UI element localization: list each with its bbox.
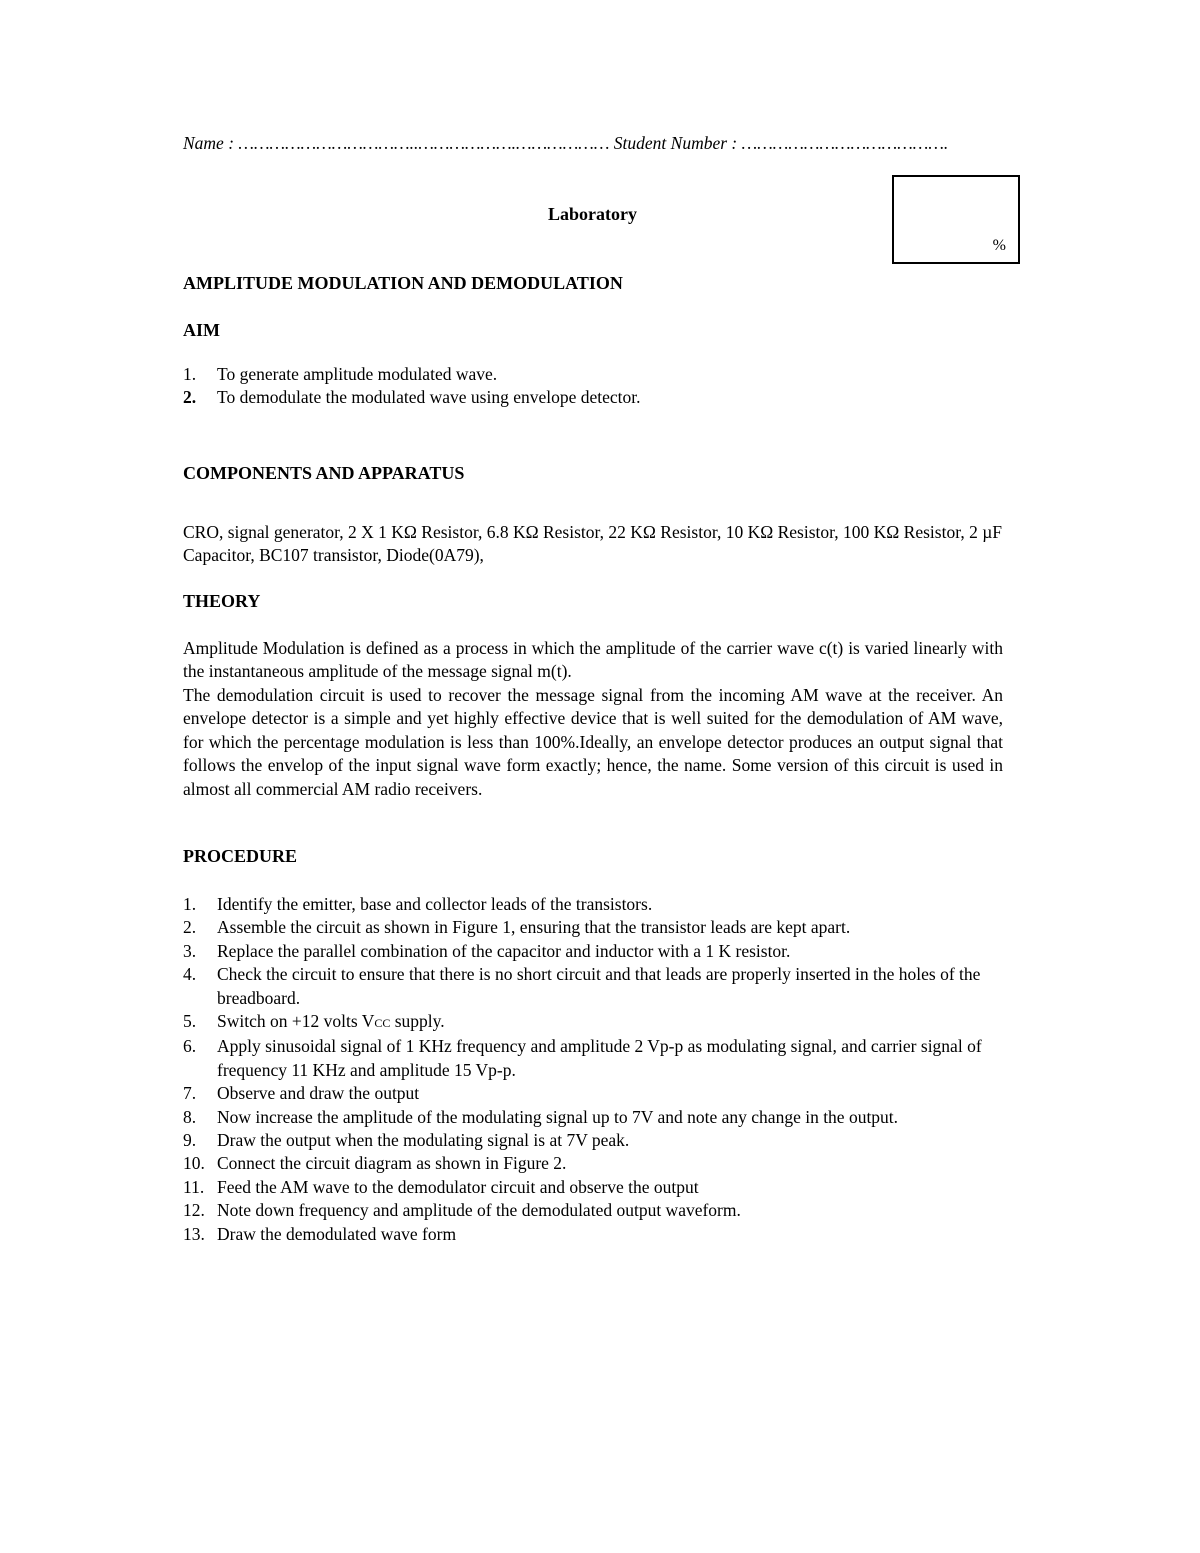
theory-heading: THEORY [183, 591, 261, 611]
step-number: 1. [183, 894, 197, 914]
score-percent-sign: % [992, 237, 1006, 254]
step-text: Draw the output when the modulating signal is at 7V peak. [217, 1130, 630, 1151]
procedure-step [183, 1176, 1007, 1199]
aim-item-text: To demodulate the modulated wave using envelope detector. [217, 387, 641, 408]
theory-paragraph-1: Amplitude Modulation is defined as a process in which the amplitude of the carrier wave c(t) is varied linearly with the instantaneous amplitude of the message signal m(t). [183, 638, 1003, 682]
procedure-heading: PROCEDURE [183, 846, 298, 866]
procedure-step [183, 1199, 1007, 1222]
procedure-step [183, 1035, 1007, 1082]
procedure-list [183, 893, 1007, 1246]
procedure-step [183, 1010, 1007, 1035]
step-text: Replace the parallel combination of the capacitor and inductor with a 1 K resistor. [217, 940, 791, 961]
procedure-step [183, 1129, 1007, 1152]
step-number: 6. [183, 1036, 197, 1057]
step-text: Note down frequency and amplitude of the demodulated output waveform. [217, 1200, 741, 1221]
step-number: 7. [183, 1083, 197, 1104]
aim-item-number: 2. [183, 387, 197, 408]
step-number: 9. [183, 1130, 197, 1151]
aim-list [183, 363, 1007, 410]
vcc-subscript: CC [374, 1016, 391, 1031]
name-student-line [183, 133, 948, 154]
step-text: Draw the demodulated wave form [217, 1223, 457, 1244]
lab-title: Laboratory [548, 204, 637, 224]
procedure-step [183, 916, 1007, 939]
step-number: 12. [183, 1200, 205, 1221]
name-field: ……………………………..……………….……………… [238, 133, 610, 153]
step-text: Switch on +12 volts V [217, 1011, 375, 1032]
procedure-step [183, 1152, 1007, 1175]
step-number: 10. [183, 1153, 205, 1174]
step-number: 5. [183, 1011, 197, 1032]
aim-item-number: 1. [183, 364, 197, 384]
aim-item [183, 386, 1007, 409]
components-text: CRO, signal generator, 2 X 1 KΩ Resistor, 6.8 KΩ Resistor, 22 KΩ Resistor, 10 KΩ Resistor, 100 KΩ Resistor, 2 µF Capacitor, BC107 transistor, Diode(0A79), [183, 522, 1003, 566]
step-text: Now increase the amplitude of the modulating signal up to 7V and note any change in the output. [217, 1106, 899, 1127]
step-text: Check the circuit to ensure that there is no short circuit and that leads are properly inserted in the holes of the breadboard. [217, 964, 981, 1008]
step-text-tail: supply. [390, 1011, 445, 1032]
step-text: Feed the AM wave to the demodulator circuit and observe the output [217, 1176, 699, 1197]
aim-heading: AIM [183, 320, 220, 340]
components-heading: COMPONENTS AND APPARATUS [183, 463, 465, 483]
name-label: Name : [183, 133, 235, 153]
step-number: 2. [183, 917, 197, 938]
step-number: 11. [183, 1176, 205, 1197]
student-number-label: Student Number : [613, 133, 738, 153]
step-text: Identify the emitter, base and collector leads of the transistors. [217, 894, 653, 914]
procedure-step [183, 963, 1007, 1010]
step-number: 3. [183, 940, 197, 961]
step-number: 8. [183, 1106, 197, 1127]
procedure-step [183, 1223, 1007, 1246]
step-text: Observe and draw the output [217, 1083, 420, 1104]
step-number: 13. [183, 1223, 205, 1244]
procedure-step [183, 1106, 1007, 1129]
procedure-step [183, 940, 1007, 963]
aim-item-text: To generate amplitude modulated wave. [217, 364, 498, 384]
procedure-step [183, 893, 1007, 916]
step-number: 4. [183, 964, 197, 985]
step-text: Assemble the circuit as shown in Figure 1, ensuring that the transistor leads are kept apart. [217, 917, 851, 938]
theory-paragraph-2: The demodulation circuit is used to recover the message signal from the incoming AM wave at the receiver. An envelope detector is a simple and yet highly effective device that is well suited for the demodulation of AM wave, for which the percentage modulation is less than 100%.Ideally, an envelope detector produces an output signal that follows the envelop of the input signal wave form exactly; hence, the name. Some version of this circuit is used in almost all commercial AM radio receivers. [183, 685, 1003, 799]
step-text: Connect the circuit diagram as shown in Figure 2. [217, 1153, 567, 1174]
procedure-step [183, 1082, 1007, 1105]
student-number-field: …………………………………. [741, 133, 949, 153]
document-title: AMPLITUDE MODULATION AND DEMODULATION [183, 273, 623, 293]
aim-item [183, 363, 1007, 386]
score-box [892, 175, 1020, 264]
step-text: Apply sinusoidal signal of 1 KHz frequency and amplitude 2 Vp-p as modulating signal, and carrier signal of frequency 11 KHz and amplitude 15 Vp-p. [217, 1036, 982, 1080]
